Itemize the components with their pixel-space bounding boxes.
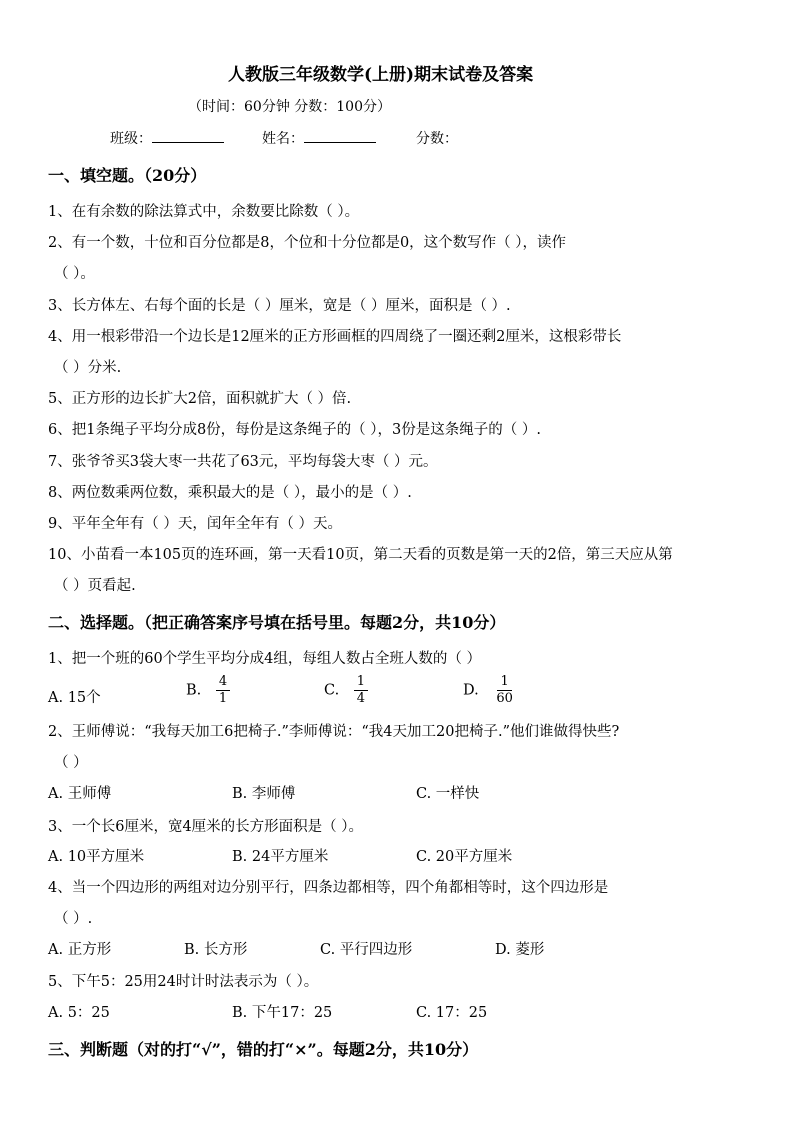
s2-question-3: 3、一个长6厘米，宽4厘米的长方形面积是（ ）。 [48,819,364,835]
class-field [110,128,224,148]
name-field [262,128,376,148]
time-info: （时间：60分钟 分数：100分） [188,99,391,115]
s2-q1-option-b [186,674,230,707]
score-label: 分数： [416,131,458,147]
fraction-b-numerator: 4 [216,674,230,691]
fraction-d-denominator: 60 [496,691,513,706]
s2-question-4-line2: （ ）. [54,911,93,927]
s2-q3-option-c: C. 20平方厘米 [416,849,513,865]
option-d-label: D. [463,682,479,699]
s2-q3-option-b: B. 24平方厘米 [232,849,329,865]
section2-heading: 二、选择题。（把正确答案序号填在括号里。每题2分，共10分） [48,613,506,632]
fraction-c-numerator: 1 [354,674,368,691]
s2-q3-option-a: A. 10平方厘米 [48,849,145,865]
s1-question-1: 1、在有余数的除法算式中，余数要比除数（ ）。 [48,204,360,220]
name-blank[interactable] [304,142,376,143]
s1-question-2-line1: 2、有一个数，十位和百分位都是8，个位和十分位都是0，这个数写作（ ），读作 [48,235,567,251]
s2-q5-option-c: C. 17：25 [416,1005,488,1021]
s2-question-5: 5、下午5：25用24时计时法表示为（ ）。 [48,974,319,990]
s2-question-2-line2: （ ） [54,755,88,771]
fraction-c [354,674,368,707]
fraction-c-denominator: 4 [356,691,366,706]
name-label: 姓名： [262,131,304,147]
s1-question-8: 8、两位数乘两位数，乘积最大的是（ ），最小的是（ ）. [48,485,412,501]
s2-q5-option-b: B. 下午17：25 [232,1005,333,1021]
s2-question-4-line1: 4、当一个四边形的两组对边分别平行，四条边都相等，四个角都相等时，这个四边形是 [48,880,609,896]
fraction-b-denominator: 1 [218,691,228,706]
section3-heading: 三、判断题（对的打“√”，错的打“×”。每题2分，共10分） [48,1040,479,1059]
option-b-label: B. [186,682,202,699]
s1-question-6: 6、把1条绳子平均分成8份，每份是这条绳子的（ ），3份是这条绳子的（ ）. [48,422,541,438]
s2-q1-option-d [463,674,516,707]
section1-heading: 一、填空题。（20分） [48,166,207,185]
s2-q2-option-b: B. 李师傅 [232,786,296,802]
s2-q4-option-d: D. 菱形 [495,942,545,958]
s2-q2-option-c: C. 一样快 [416,786,480,802]
s1-question-2-line2: （ ）。 [54,266,95,282]
s2-q5-option-a: A. 5：25 [48,1005,110,1021]
s1-question-10-line2: （ ）页看起. [54,578,136,594]
s1-question-4-line1: 4、用一根彩带沿一个边长是12厘米的正方形画框的四周绕了一圈还剩2厘米，这根彩带长 [48,329,622,345]
page-title: 人教版三年级数学(上册)期末试卷及答案 [228,65,534,85]
s2-q4-option-b: B. 长方形 [184,942,248,958]
class-blank[interactable] [152,142,224,143]
s2-q4-option-a: A. 正方形 [48,942,112,958]
s1-question-4-line2: （ ）分米. [54,360,122,376]
s2-q1-option-a: A. 15个 [48,690,101,706]
class-label: 班级： [110,131,152,147]
s1-question-3: 3、长方体左、右每个面的长是（ ）厘米，宽是（ ）厘米，面积是（ ）. [48,298,511,314]
s2-q1-option-c [324,674,368,707]
fraction-d-numerator: 1 [497,674,511,691]
s2-question-2-line1: 2、王师傅说：“我每天加工6把椅子.”李师傅说：“我4天加工20把椅子.”他们谁做得快些? [48,724,620,740]
s1-question-9: 9、平年全年有（ ）天，闰年全年有（ ）天。 [48,516,342,532]
fraction-b [216,674,230,707]
score-field [416,128,458,148]
s1-question-5: 5、正方形的边长扩大2倍，面积就扩大（ ）倍. [48,391,352,407]
s1-question-10-line1: 10、小苗看一本105页的连环画，第一天看10页，第二天看的页数是第一天的2倍，第三天应从第 [48,547,673,563]
s2-question-1: 1、把一个班的60个学生平均分成4组，每组人数占全班人数的（ ） [48,651,482,667]
s2-q4-option-c: C. 平行四边形 [320,942,413,958]
s1-question-7: 7、张爷爷买3袋大枣一共花了63元，平均每袋大枣（ ）元。 [48,454,438,470]
s2-q2-option-a: A. 王师傅 [48,786,112,802]
option-c-label: C. [324,682,340,699]
fraction-d [493,674,516,707]
